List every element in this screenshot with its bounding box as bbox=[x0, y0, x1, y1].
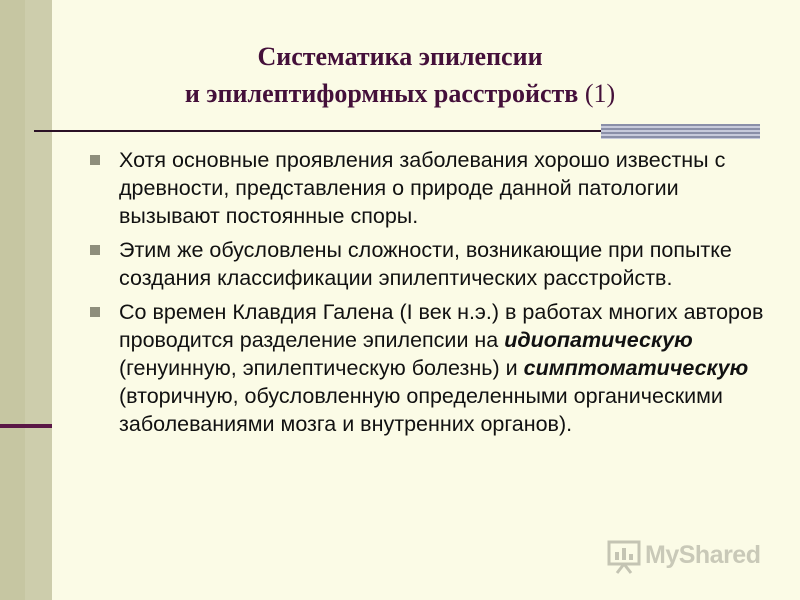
slide-title bbox=[120, 38, 680, 112]
bullet-text-2: Этим же обусловлены сложности, возникающие при попытке создания классификации эпилептических расстройств. bbox=[119, 238, 732, 290]
title-number: (1) bbox=[584, 79, 616, 108]
left-decorative-strip-inner bbox=[0, 0, 25, 600]
myshared-watermark bbox=[607, 538, 777, 574]
bullet-text-3-start: Со времен Клавдия Галена (I век н.э.) в работах многих авторов проводится разделение эпилепсии на bbox=[119, 300, 764, 352]
bullet-text-3-middle: (генуинную, эпилептическую болезнь) и bbox=[119, 356, 524, 380]
emphasis-idiopathic: идиопатическую bbox=[504, 328, 693, 352]
title-line-2-text: и эпилептиформных расстройств bbox=[184, 79, 579, 108]
square-bullet-icon bbox=[90, 245, 100, 255]
square-bullet-icon bbox=[90, 307, 100, 317]
title-line-2 bbox=[120, 75, 680, 112]
square-bullet-icon bbox=[90, 155, 100, 165]
bullet-text-3-end: (вторичную, обусловленную определенными органическими заболеваниями мозга и внутренних органов). bbox=[119, 384, 723, 436]
bullet-item-3 bbox=[88, 298, 768, 438]
divider-accent-block bbox=[601, 124, 760, 139]
emphasis-symptomatic: симптоматическую bbox=[523, 356, 749, 380]
presentation-board-icon bbox=[607, 538, 647, 574]
left-accent-bar bbox=[0, 424, 52, 428]
bullet-item-2 bbox=[88, 236, 768, 292]
bullet-item-1 bbox=[88, 146, 768, 230]
title-line-1: Систематика эпилепсии bbox=[257, 42, 543, 71]
watermark-text: MyShared bbox=[645, 541, 761, 569]
bullet-text-1: Хотя основные проявления заболевания хорошо известны с древности, представления о природе данной патологии вызывают постоянные споры. bbox=[119, 148, 726, 228]
bullet-list bbox=[88, 146, 768, 444]
